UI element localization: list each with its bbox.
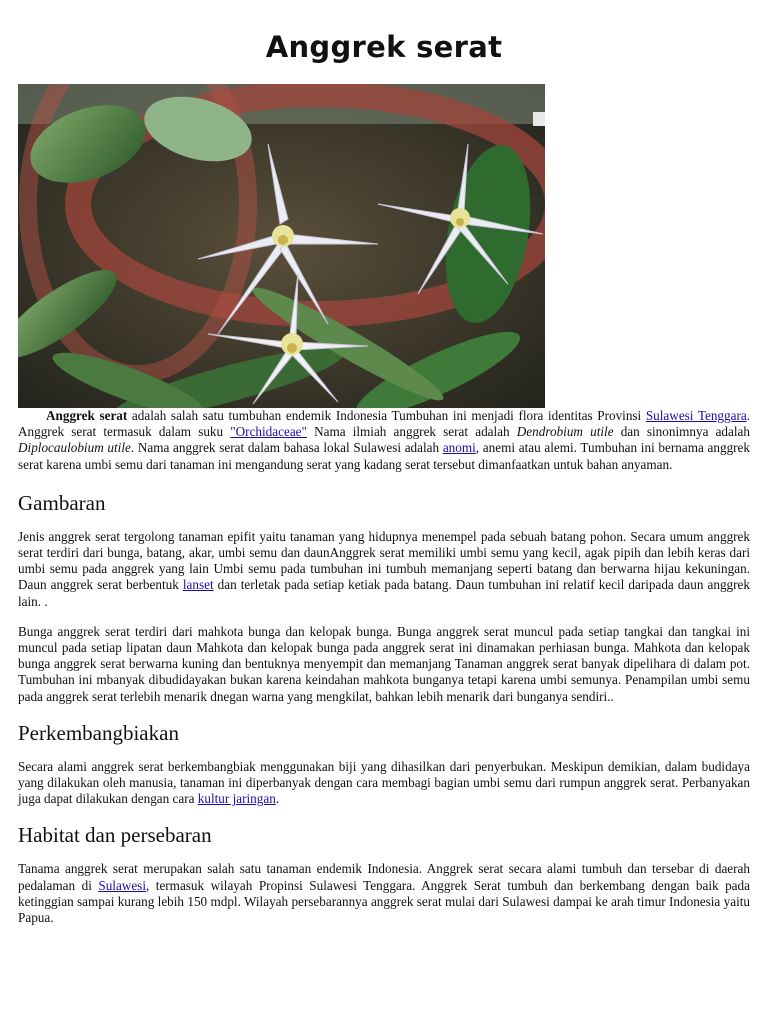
heading-gambaran: Gambaran [18, 490, 106, 515]
gambaran-paragraph-2: Bunga anggrek serat terdiri dari mahkota bunga dan kelopak bunga. Bunga anggrek serat muncul pada setiap tangkai dan tangkai ini muncul pada setiap lipatan daun Mahkota dan kelopak bunga pada anggrek serat ini dinamakan perhiasan bunga. Mahkota dan kelopak bunga anggrek serat berwarna kuning dan bentuknya menyempit dan memanjang Tanaman anggrek serat banyak dipelihara di dalam pot. Tumbuhan ini mbanyak dibudidayakan bukan karena keindahan mahkota bunganya tetapi karena umbi semunya. Penampilan umbi semu pada anggrek serat terlebih menarik dnegan warna yang mengkilat, bahkan lebih menarik dari bunganya sendiri.. [18, 623, 750, 704]
article-body [18, 408, 750, 926]
orchid-photo [18, 84, 545, 408]
scientific-synonym: Diplocaulobium utile [18, 440, 131, 456]
link-anomi[interactable]: anomi [442, 440, 476, 456]
heading-perkembangbiakan: Perkembangbiakan [18, 720, 179, 745]
link-orchidaceae[interactable]: "Orchidaceae" [230, 424, 307, 440]
scientific-name: Dendrobium utile [516, 424, 614, 440]
page-title: Anggrek serat [265, 30, 503, 64]
gambaran-paragraph-1: Jenis anggrek serat tergolong tanaman epifit yaitu tanaman yang hidupnya menempel pada sebuah batang pohon. Secara umum anggrek serat terdiri dari bunga, batang, akar, umbi semu dan daunAnggrek serat memiliki umbi semu yang kecil, agak pipih dan lebih keras dari umbi semu pada anggrek yang lain Umbi semu pada tumbuhan ini tumbuh memanjang seperti batang dan berwarna hijau kekuningan. Daun anggrek serat berbentuk lanset dan terletak pada setiap ketiak pada batang. Daun tumbuhan ini relatif kecil daripada daun anggrek lain. . [18, 528, 750, 609]
link-sulawesi[interactable]: Sulawesi [98, 877, 146, 893]
intro-paragraph: Anggrek serat adalah salah satu tumbuhan endemik Indonesia Tumbuhan ini menjadi flora identitas Provinsi Sulawesi Tenggara. Anggrek serat termasuk dalam suku "Orchidaceae" Nama ilmiah anggrek serat adalah Dendrobium utile dan sinonimnya adalah Diplocaulobium utile. Nama anggrek serat dalam bahasa lokal Sulawesi adalah anomi, anemi atau alemi. Tumbuhan ini bernama anggrek serat karena umbi semu dari tanaman ini mengandung serat yang kadang serat tersebut dimanfaatkan untuk bahan anyaman. [18, 408, 751, 472]
heading-habitat: Habitat dan persebaran [18, 823, 212, 848]
habitat-paragraph: Tanama anggrek serat merupakan salah satu tanaman endemik Indonesia. Anggrek serat secara alami tumbuh dan tersebar di daerah pedalaman di Sulawesi, termasuk wilayah Propinsi Sulawesi Tenggara. Anggrek Serat tumbuh dan berkembang dengan baik pada ketinggian sampai kurang lebih 150 mdpl. Wilayah persebarannya anggrek serat mulai dari Sulawesi dampai ke arah timur Indonesia yaitu Papua. [18, 861, 750, 926]
bold-term: Anggrek serat [46, 408, 128, 423]
link-sulawesi-tenggara[interactable]: Sulawesi Tenggara [645, 408, 747, 423]
perkembangbiakan-paragraph: Secara alami anggrek serat berkembangbiak menggunakan biji yang dihasilkan dari penyerbukan. Meskipun demikian, dalam budidaya yang dilakukan oleh manusia, tanaman ini diperbanyak dengan cara membagi bagian umbi semu dari rumpun anggrek serat. Perbanyakan juga dapat dilakukan dengan cara kultur jaringan. [18, 758, 750, 807]
link-lanset[interactable]: lanset [182, 577, 214, 593]
link-kultur-jaringan[interactable]: kultur jaringan [197, 791, 276, 807]
